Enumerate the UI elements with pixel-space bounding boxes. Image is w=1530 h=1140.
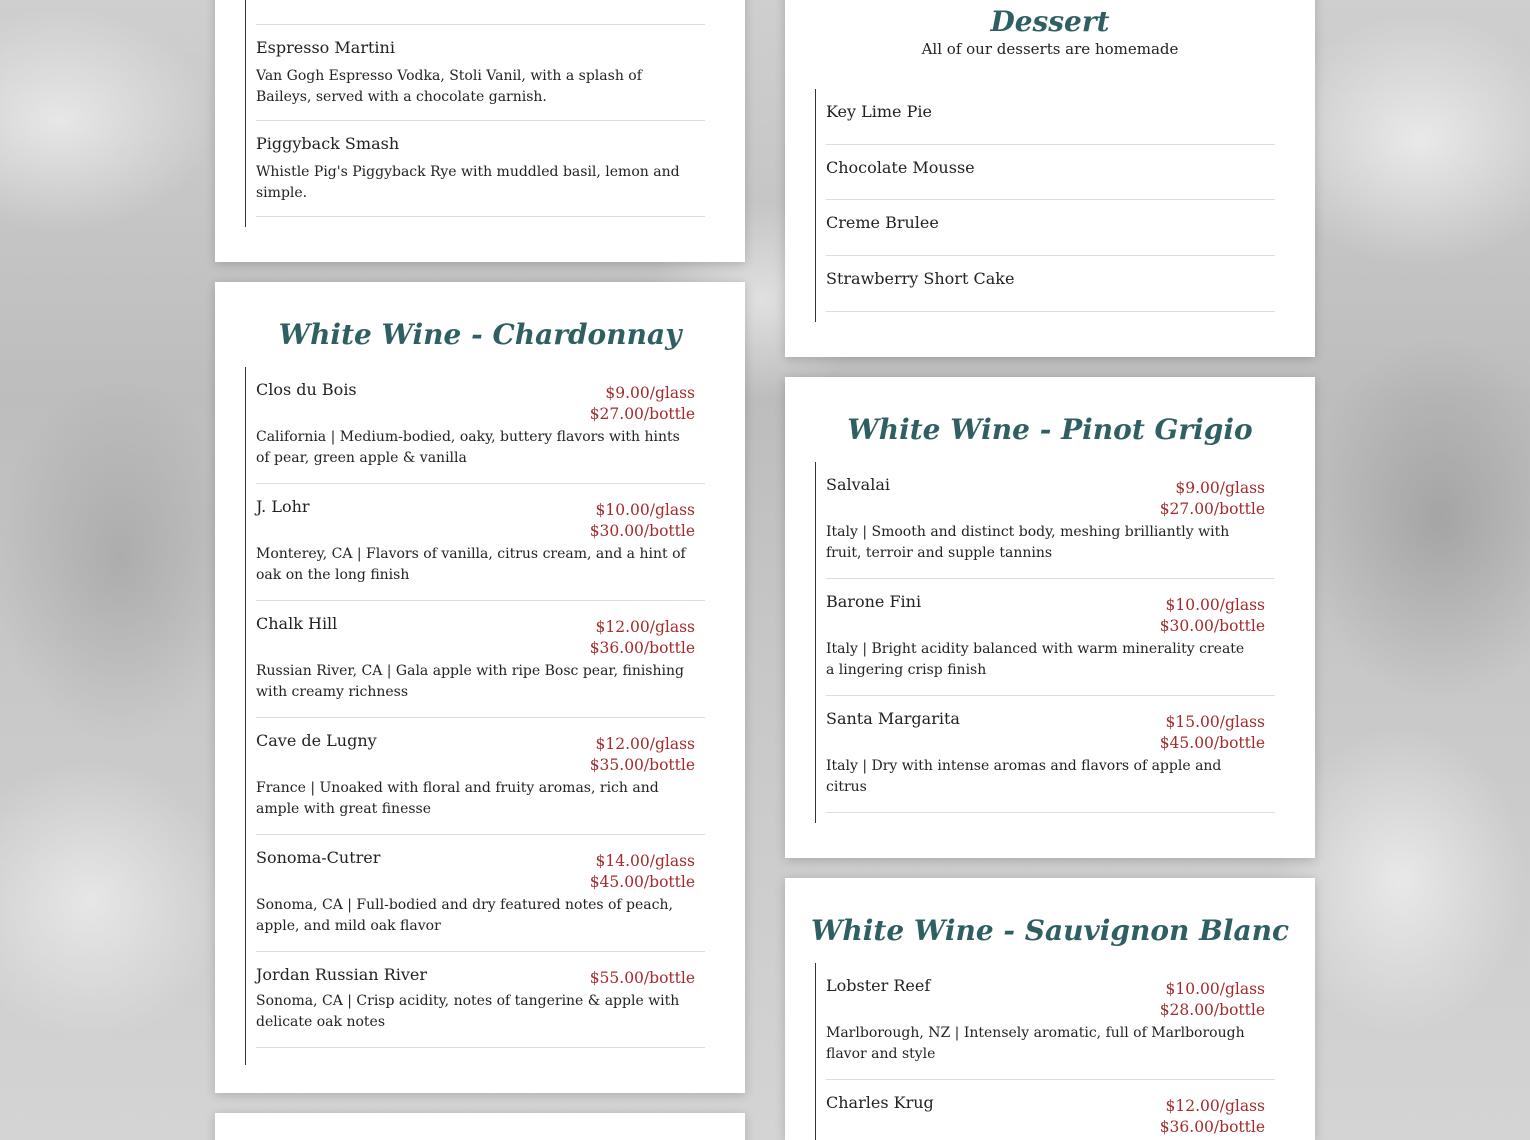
- card-title: White Wine - Pinot Grigio: [847, 413, 1253, 446]
- list-item: [256, 718, 705, 835]
- next-menu-card: [215, 1113, 745, 1140]
- item-description: Russian River, CA | Gala apple with ripe Bosc pear, finishing with creamy richness: [256, 663, 684, 700]
- item-name: Jordan Russian River: [256, 965, 428, 984]
- item-description: [256, 0, 686, 1]
- item-description: Monterey, CA | Flavors of vanilla, citrus cream, and a hint of oak on the long finish: [256, 546, 686, 583]
- glass-price: $12.00/glass: [595, 735, 695, 753]
- list-item: [256, 952, 705, 1048]
- sauvignon-item-list: [815, 963, 1275, 1140]
- cocktails-item-list: [245, 0, 705, 227]
- list-item: [826, 462, 1275, 579]
- item-prices: [1160, 979, 1265, 1021]
- dessert-item-list: [815, 89, 1275, 322]
- bottle-price: $36.00/bottle: [1159, 1118, 1265, 1136]
- item-name: Salvalai: [826, 475, 890, 494]
- list-item: [826, 256, 1275, 312]
- item-description: California | Medium-bodied, oaky, buttery flavors with hints of pear, green apple & vanilla: [256, 429, 680, 466]
- item-description: Whistle Pig's Piggyback Rye with muddled basil, lemon and simple.: [256, 164, 680, 201]
- cocktails-card: [215, 0, 745, 262]
- bottle-price: $30.00/bottle: [1159, 617, 1265, 635]
- bottle-price: $28.00/bottle: [1159, 1001, 1265, 1019]
- card-subtitle: All of our desserts are homemade: [921, 40, 1179, 58]
- chardonnay-item-list: [245, 367, 705, 1065]
- item-name: Chocolate Mousse: [826, 158, 975, 177]
- glass-price: $10.00/glass: [595, 501, 695, 519]
- item-prices: [1160, 595, 1265, 637]
- list-item: [256, 0, 705, 25]
- glass-price: $12.00/glass: [1165, 1097, 1265, 1115]
- bottle-price: $35.00/bottle: [589, 756, 695, 774]
- card-title: White Wine - Sauvignon Blanc: [810, 914, 1289, 947]
- item-name: Espresso Martini: [256, 38, 395, 57]
- list-item: [256, 25, 705, 121]
- item-prices: [1160, 1096, 1265, 1138]
- item-prices: [590, 734, 695, 776]
- item-prices: [590, 851, 695, 893]
- card-title: Dessert: [990, 5, 1110, 38]
- item-name: Creme Brulee: [826, 213, 939, 232]
- item-name: Santa Margarita: [826, 709, 960, 728]
- glass-price: $10.00/glass: [1165, 596, 1265, 614]
- item-description: France | Unoaked with floral and fruity aromas, rich and ample with great finesse: [256, 780, 659, 817]
- sauvignon-blanc-card: [785, 878, 1315, 1140]
- item-description: Van Gogh Espresso Vodka, Stoli Vanil, with a splash of Baileys, served with a chocolate garnish.: [256, 68, 642, 105]
- item-name: Key Lime Pie: [826, 102, 932, 121]
- bottle-price: $45.00/bottle: [1159, 734, 1265, 752]
- item-name: Strawberry Short Cake: [826, 269, 1015, 288]
- glass-price: $9.00/glass: [605, 384, 695, 402]
- item-name: Barone Fini: [826, 592, 922, 611]
- item-name: Cave de Lugny: [256, 731, 377, 750]
- item-name: Clos du Bois: [256, 380, 357, 399]
- list-item: [826, 200, 1275, 256]
- pinot-item-list: [815, 462, 1275, 823]
- item-description: Marlborough, NZ | Intensely aromatic, full of Marlborough flavor and style: [826, 1025, 1245, 1062]
- item-description: Italy | Smooth and distinct body, meshing brilliantly with fruit, terroir and supple tannins: [826, 524, 1230, 561]
- bottle-price: $45.00/bottle: [589, 873, 695, 891]
- list-item: [826, 89, 1275, 145]
- list-item: [826, 696, 1275, 813]
- item-description: Italy | Bright acidity balanced with warm minerality create a lingering crisp finish: [826, 641, 1245, 678]
- item-name: Lobster Reef: [826, 976, 931, 995]
- item-prices: [1160, 478, 1265, 520]
- list-item: [826, 963, 1275, 1080]
- list-item: [256, 601, 705, 718]
- item-prices: [590, 500, 695, 542]
- item-name: Chalk Hill: [256, 614, 338, 633]
- list-item: [256, 367, 705, 484]
- item-description: Italy | Dry with intense aromas and flavors of apple and citrus: [826, 758, 1222, 795]
- bottle-price: $27.00/bottle: [1159, 500, 1265, 518]
- item-prices: [590, 968, 695, 989]
- list-item: [826, 579, 1275, 696]
- list-item: [256, 121, 705, 217]
- glass-price: $10.00/glass: [1165, 980, 1265, 998]
- card-title: White Wine - Chardonnay: [278, 318, 682, 351]
- list-item: [826, 145, 1275, 200]
- item-description: Sonoma, CA | Crisp acidity, notes of tangerine & apple with delicate oak notes: [256, 993, 680, 1030]
- bottle-price: $30.00/bottle: [589, 522, 695, 540]
- item-name: Piggyback Smash: [256, 134, 400, 153]
- item-name: Charles Krug: [826, 1093, 934, 1112]
- pinot-grigio-card: [785, 377, 1315, 858]
- item-prices: [590, 383, 695, 425]
- glass-price: $15.00/glass: [1165, 713, 1265, 731]
- bottle-price: $36.00/bottle: [589, 639, 695, 657]
- glass-price: $9.00/glass: [1175, 479, 1265, 497]
- item-prices: [1160, 712, 1265, 754]
- item-prices: [590, 617, 695, 659]
- glass-price: $14.00/glass: [595, 852, 695, 870]
- list-item: [256, 484, 705, 601]
- dessert-card: [785, 0, 1315, 357]
- list-item: [256, 835, 705, 952]
- glass-price: $12.00/glass: [595, 618, 695, 636]
- item-description: Sonoma, CA | Full-bodied and dry featured notes of peach, apple, and mild oak flavor: [256, 897, 673, 934]
- bottle-price: $27.00/bottle: [589, 405, 695, 423]
- item-name: J. Lohr: [256, 497, 310, 516]
- list-item: [826, 1080, 1275, 1140]
- item-name: Sonoma-Cutrer: [256, 848, 381, 867]
- chardonnay-card: [215, 282, 745, 1093]
- bottle-price: $55.00/bottle: [589, 969, 695, 987]
